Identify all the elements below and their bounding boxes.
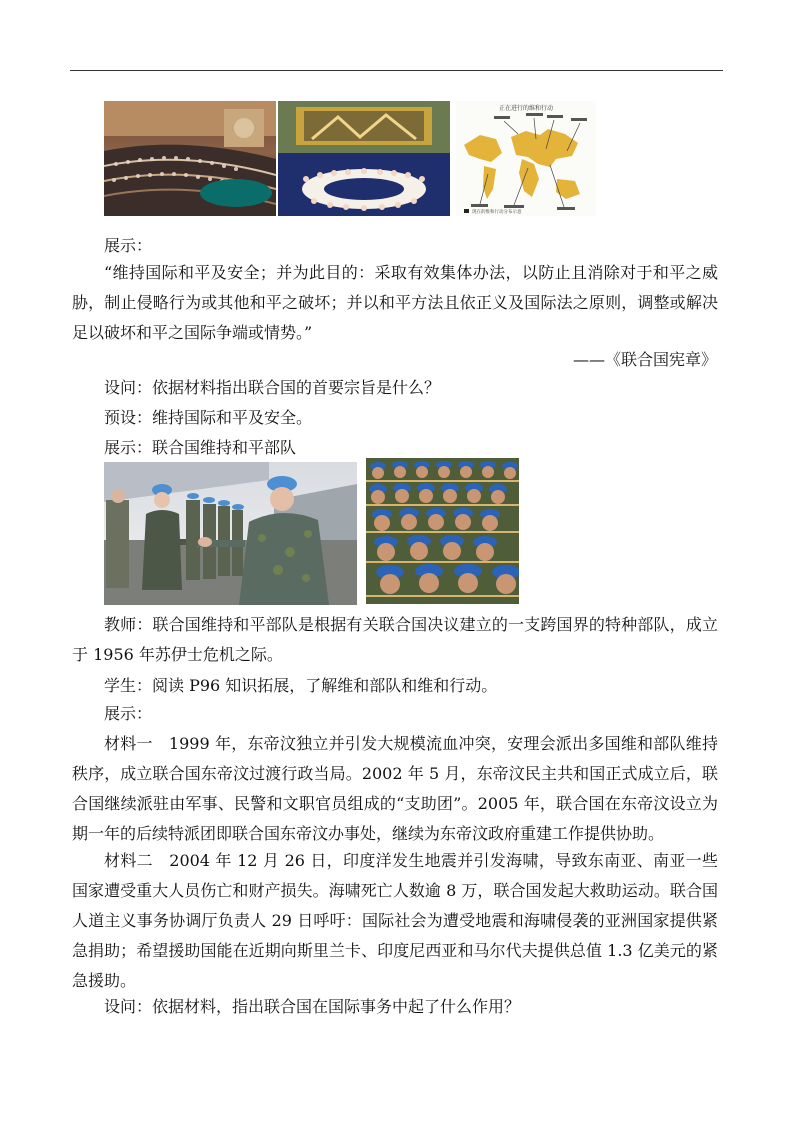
un-charter-quote: “维持国际和平及安全；并为此目的：采取有效集体办法，以防止且消除对于和平之威胁，制止侵略行为或其他和平之破坏；并以和平方法且依正义及国际法之原则，调整或解决足以破坏和平之国际争端或情势。” bbox=[72, 263, 718, 342]
material-two: 材料二 2004 年 12 月 26 日，印度洋发生地震并引发海啸，导致东南亚、南亚一些国家遭受重大人员伤亡和财产损失。海啸死亡人数逾 8 万，联合国发起大救助运动。联合国人道主义事务协调厅负责人 29 日呼吁：国际社会为遭受地震和海啸侵袭的亚洲国家提供紧急捐助；希望援助国能在近期向斯里兰卡、印度尼西亚和马尔代夫提供总值 1.3 亿美元的紧急援助。 bbox=[72, 851, 718, 990]
show-label-2: 展示：联合国维持和平部队 bbox=[104, 438, 297, 457]
security-council-photo bbox=[278, 101, 450, 216]
general-assembly-photo bbox=[104, 101, 276, 216]
map-title: 正在进行的维和行动 bbox=[498, 105, 554, 112]
general-assembly-photo-image bbox=[104, 101, 276, 216]
header-rule bbox=[70, 70, 723, 71]
security-council-photo-image bbox=[278, 101, 450, 216]
student-activity: 学生：阅读 P96 知识拓展，了解维和部队和维和行动。 bbox=[104, 676, 498, 695]
peacekeeping-map-image bbox=[456, 101, 596, 216]
show-label-1: 展示： bbox=[104, 236, 153, 255]
show-label-3: 展示： bbox=[104, 704, 153, 723]
peacekeeper-handshake-image bbox=[104, 462, 357, 605]
map-caption: 现在的维和行动分布示意 bbox=[472, 210, 522, 215]
teacher-explanation: 教师：联合国维持和平部队是根据有关联合国决议建立的一支跨国界的特种部队，成立于 1956 年苏伊士危机之际。 bbox=[72, 615, 718, 664]
peacekeeping-map-svg bbox=[456, 101, 596, 216]
peacekeeper-troops-image bbox=[366, 458, 519, 604]
question-1: 设问：依据材料指出联合国的首要宗旨是什么？ bbox=[104, 378, 441, 397]
preset-answer-1: 预设：维持国际和平及安全。 bbox=[104, 408, 313, 427]
question-2: 设问：依据材料，指出联合国在国际事务中起了什么作用？ bbox=[104, 997, 521, 1016]
peacekeeper-handshake-photo bbox=[104, 462, 357, 605]
material-one: 材料一 1999 年，东帝汶独立并引发大规模流血冲突，安理会派出多国维和部队维持秩序，成立联合国东帝汶过渡行政当局。2002 年 5 月，东帝汶民主共和国正式成立后，联合国继续派驻由军事、民警和文职官员组成的“支助团”。2005 年，联合国在东帝汶设立为期一年的后续特派团即联合国东帝汶办事处，继续为东帝汶政府重建工作提供协助。 bbox=[72, 734, 718, 843]
quote-source: ——《联合国宪章》 bbox=[572, 350, 717, 369]
peacekeeper-troops-photo bbox=[366, 458, 519, 604]
